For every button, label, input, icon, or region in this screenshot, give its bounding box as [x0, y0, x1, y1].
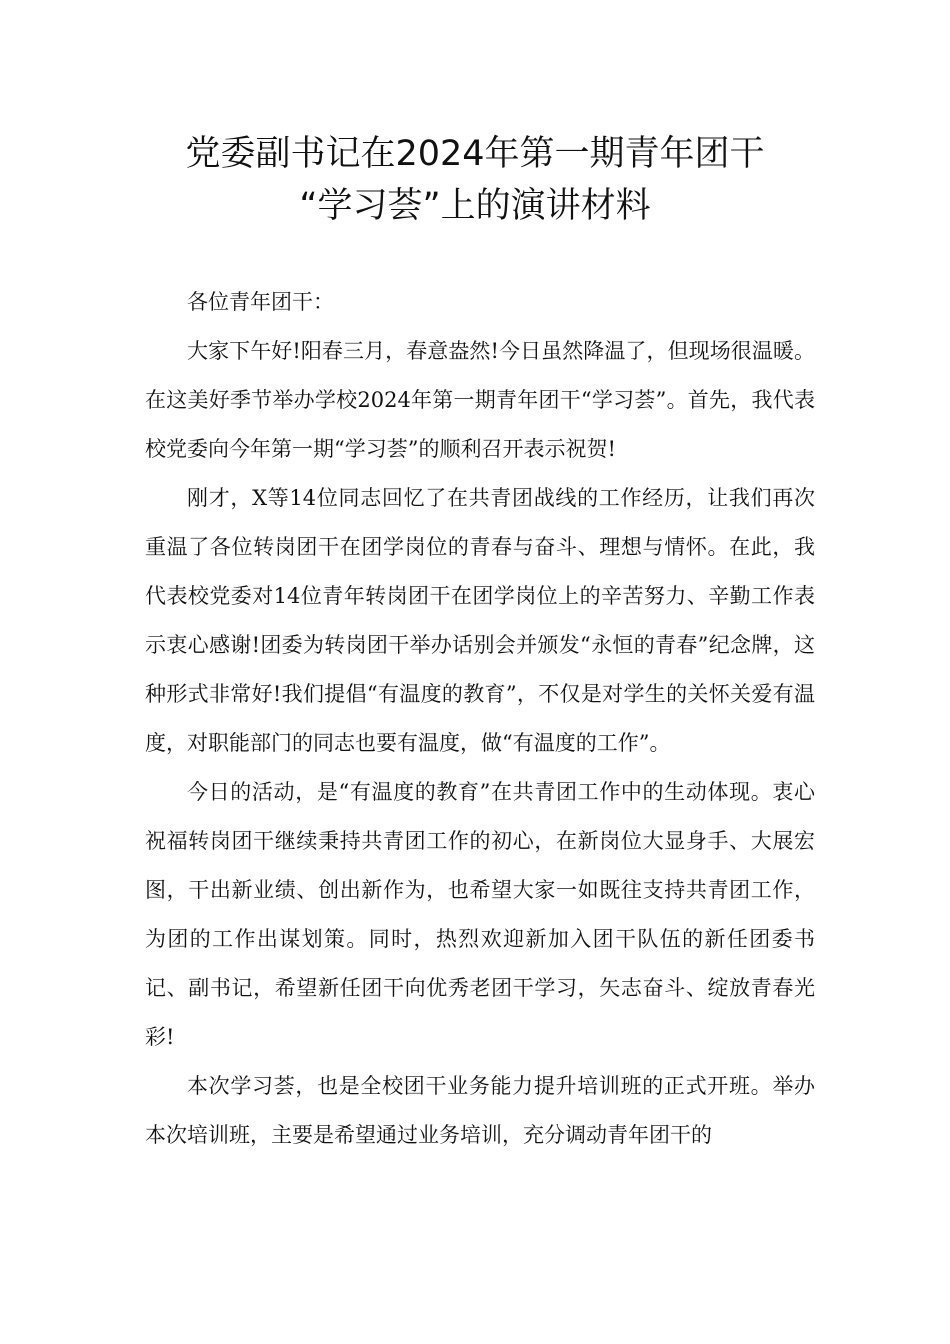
- document-body: [145, 278, 815, 1160]
- paragraph-2: 刚才，X等14位同志回忆了在共青团战线的工作经历，让我们再次重温了各位转岗团干在团学岗位的青春与奋斗、理想与情怀。在此，我代表校党委对14位青年转岗团干在团学岗位上的辛苦努力、辛勤工作表示衷心感谢!团委为转岗团干举办话别会并颁发“永恒的青春”纪念牌，这种形式非常好!我们提倡“有温度的教育”，不仅是对学生的关怀关爱有温度，对职能部门的同志也要有温度，做“有温度的工作”。: [145, 486, 815, 755]
- salutation: 各位青年团干：: [187, 290, 334, 314]
- document-title-line-2: “学习荟”上的演讲材料: [299, 186, 651, 226]
- paragraph-3: 今日的活动，是“有温度的教育”在共青团工作中的生动体现。衷心祝福转岗团干继续秉持共青团工作的初心，在新岗位大显身手、大展宏图，干出新业绩、创出新作为，也希望大家一如既往支持共青团工作，为团的工作出谋划策。同时，热烈欢迎新加入团干队伍的新任团委书记、副书记，希望新任团干向优秀老团干学习，矢志奋斗、绽放青春光彩!: [145, 780, 815, 1049]
- paragraph-1: 大家下午好!阳春三月，春意盎然!今日虽然降温了，但现场很温暖。在这美好季节举办学校2024年第一期青年团干“学习荟”。首先，我代表校党委向今年第一期“学习荟”的顺利召开表示祝贺!: [145, 339, 815, 461]
- document-title-line-1: 党委副书记在2024年第一期青年团干: [185, 134, 765, 174]
- paragraph-4: 本次学习荟，也是全校团干业务能力提升培训班的正式开班。举办本次培训班，主要是希望通过业务培训，充分调动青年团干的: [145, 1074, 815, 1147]
